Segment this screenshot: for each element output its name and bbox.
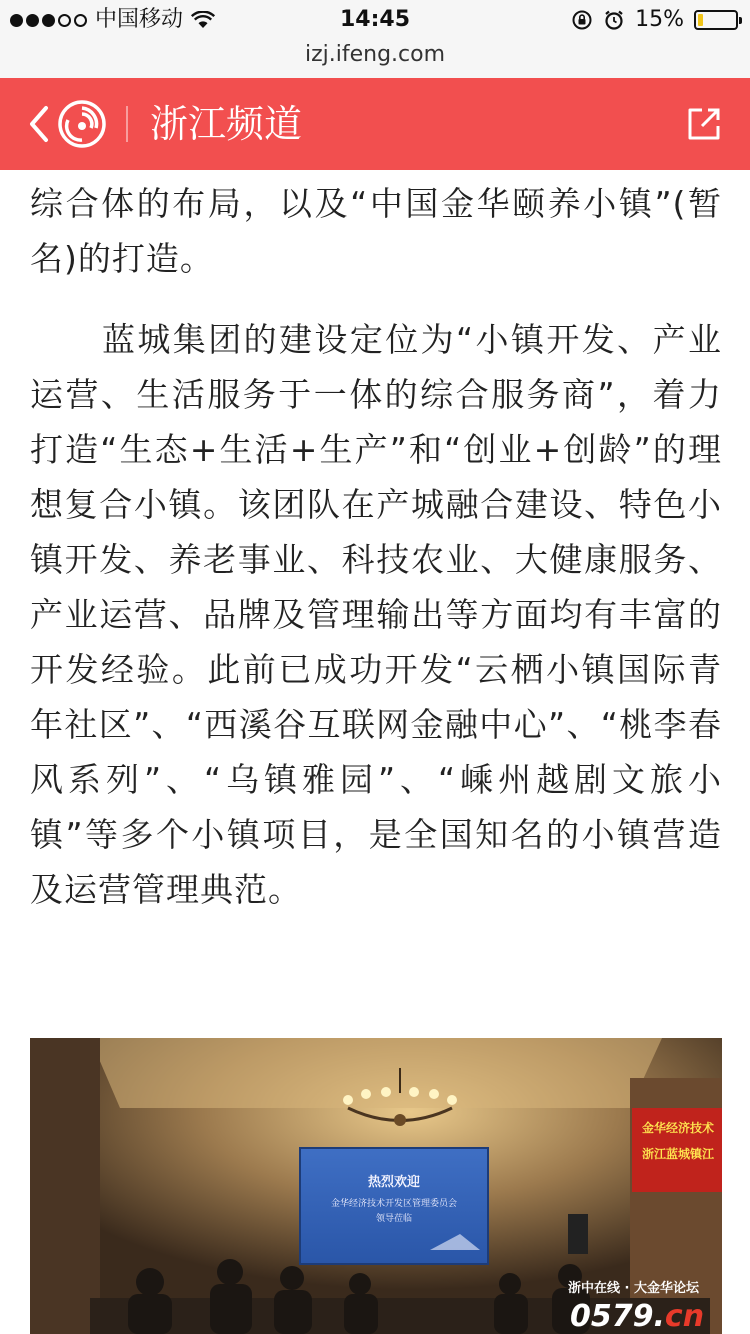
banner-text-2: 浙江蓝城镇江	[642, 1147, 715, 1161]
meeting-room-image	[30, 1038, 722, 1334]
screen-org-text: 金华经济技术开发区管理委员会	[330, 1199, 458, 1209]
projection-screen	[300, 1148, 488, 1264]
article-paragraph: 综合体的布局，以及“中国金华颐养小镇”(暂名)的打造。	[30, 184, 722, 278]
status-time: 14:45	[339, 7, 411, 32]
screen-visit-text: 领导莅临	[375, 1214, 413, 1224]
article-body	[30, 170, 722, 917]
site-watermark	[568, 1280, 704, 1334]
orientation-lock-icon	[571, 9, 593, 31]
share-button[interactable]	[684, 104, 724, 144]
alarm-icon	[603, 9, 625, 31]
channel-title: 浙江频道	[150, 102, 303, 146]
watermark-site-suffix: cn	[664, 1299, 705, 1334]
battery-icon	[694, 10, 738, 30]
article-paragraph: 蓝城集团的建设定位为“小镇开发、产业运营、生活服务于一体的综合服务商”，着力打造“生态+生活+生产”和“创业+创龄”的理想复合小镇。该团队在产城融合建设、特色小镇开发、养老事业、科技农业、大健康服务、产业运营、品牌及管理输出等方面均有丰富的开发经验。此前已成功开发“云栖小镇国际青年社区”、“西溪谷互联网金融中心”、“桃李春风系列”、“乌镇雅园”、“嵊州越剧文旅小镇”等多个小镇项目，是全国知名的小镇营造及运营管理典范。	[30, 320, 722, 909]
wall-banner	[632, 1108, 722, 1192]
watermark-site-prefix: 0579.	[570, 1299, 665, 1334]
status-right	[571, 0, 738, 40]
phoenix-logo-icon[interactable]	[58, 100, 106, 148]
watermark-forum-text: 浙中在线 · 大金华论坛	[568, 1281, 699, 1296]
banner-text-1: 金华经济技术	[642, 1121, 715, 1135]
carrier-name: 中国移动	[95, 7, 184, 32]
battery-level	[698, 14, 703, 26]
address-bar[interactable]	[0, 40, 750, 78]
status-bar	[0, 0, 750, 40]
header-divider	[126, 106, 128, 142]
article-photo[interactable]	[30, 1038, 722, 1334]
chevron-left-icon	[32, 108, 46, 140]
share-icon	[690, 110, 718, 138]
watermark-site-text	[570, 1299, 704, 1334]
channel-header	[0, 78, 750, 170]
url-text: izj.ifeng.com	[304, 42, 446, 67]
screen-welcome-text: 热烈欢迎	[367, 1175, 421, 1190]
battery-percent: 15%	[635, 7, 684, 32]
back-button[interactable]	[24, 102, 52, 146]
